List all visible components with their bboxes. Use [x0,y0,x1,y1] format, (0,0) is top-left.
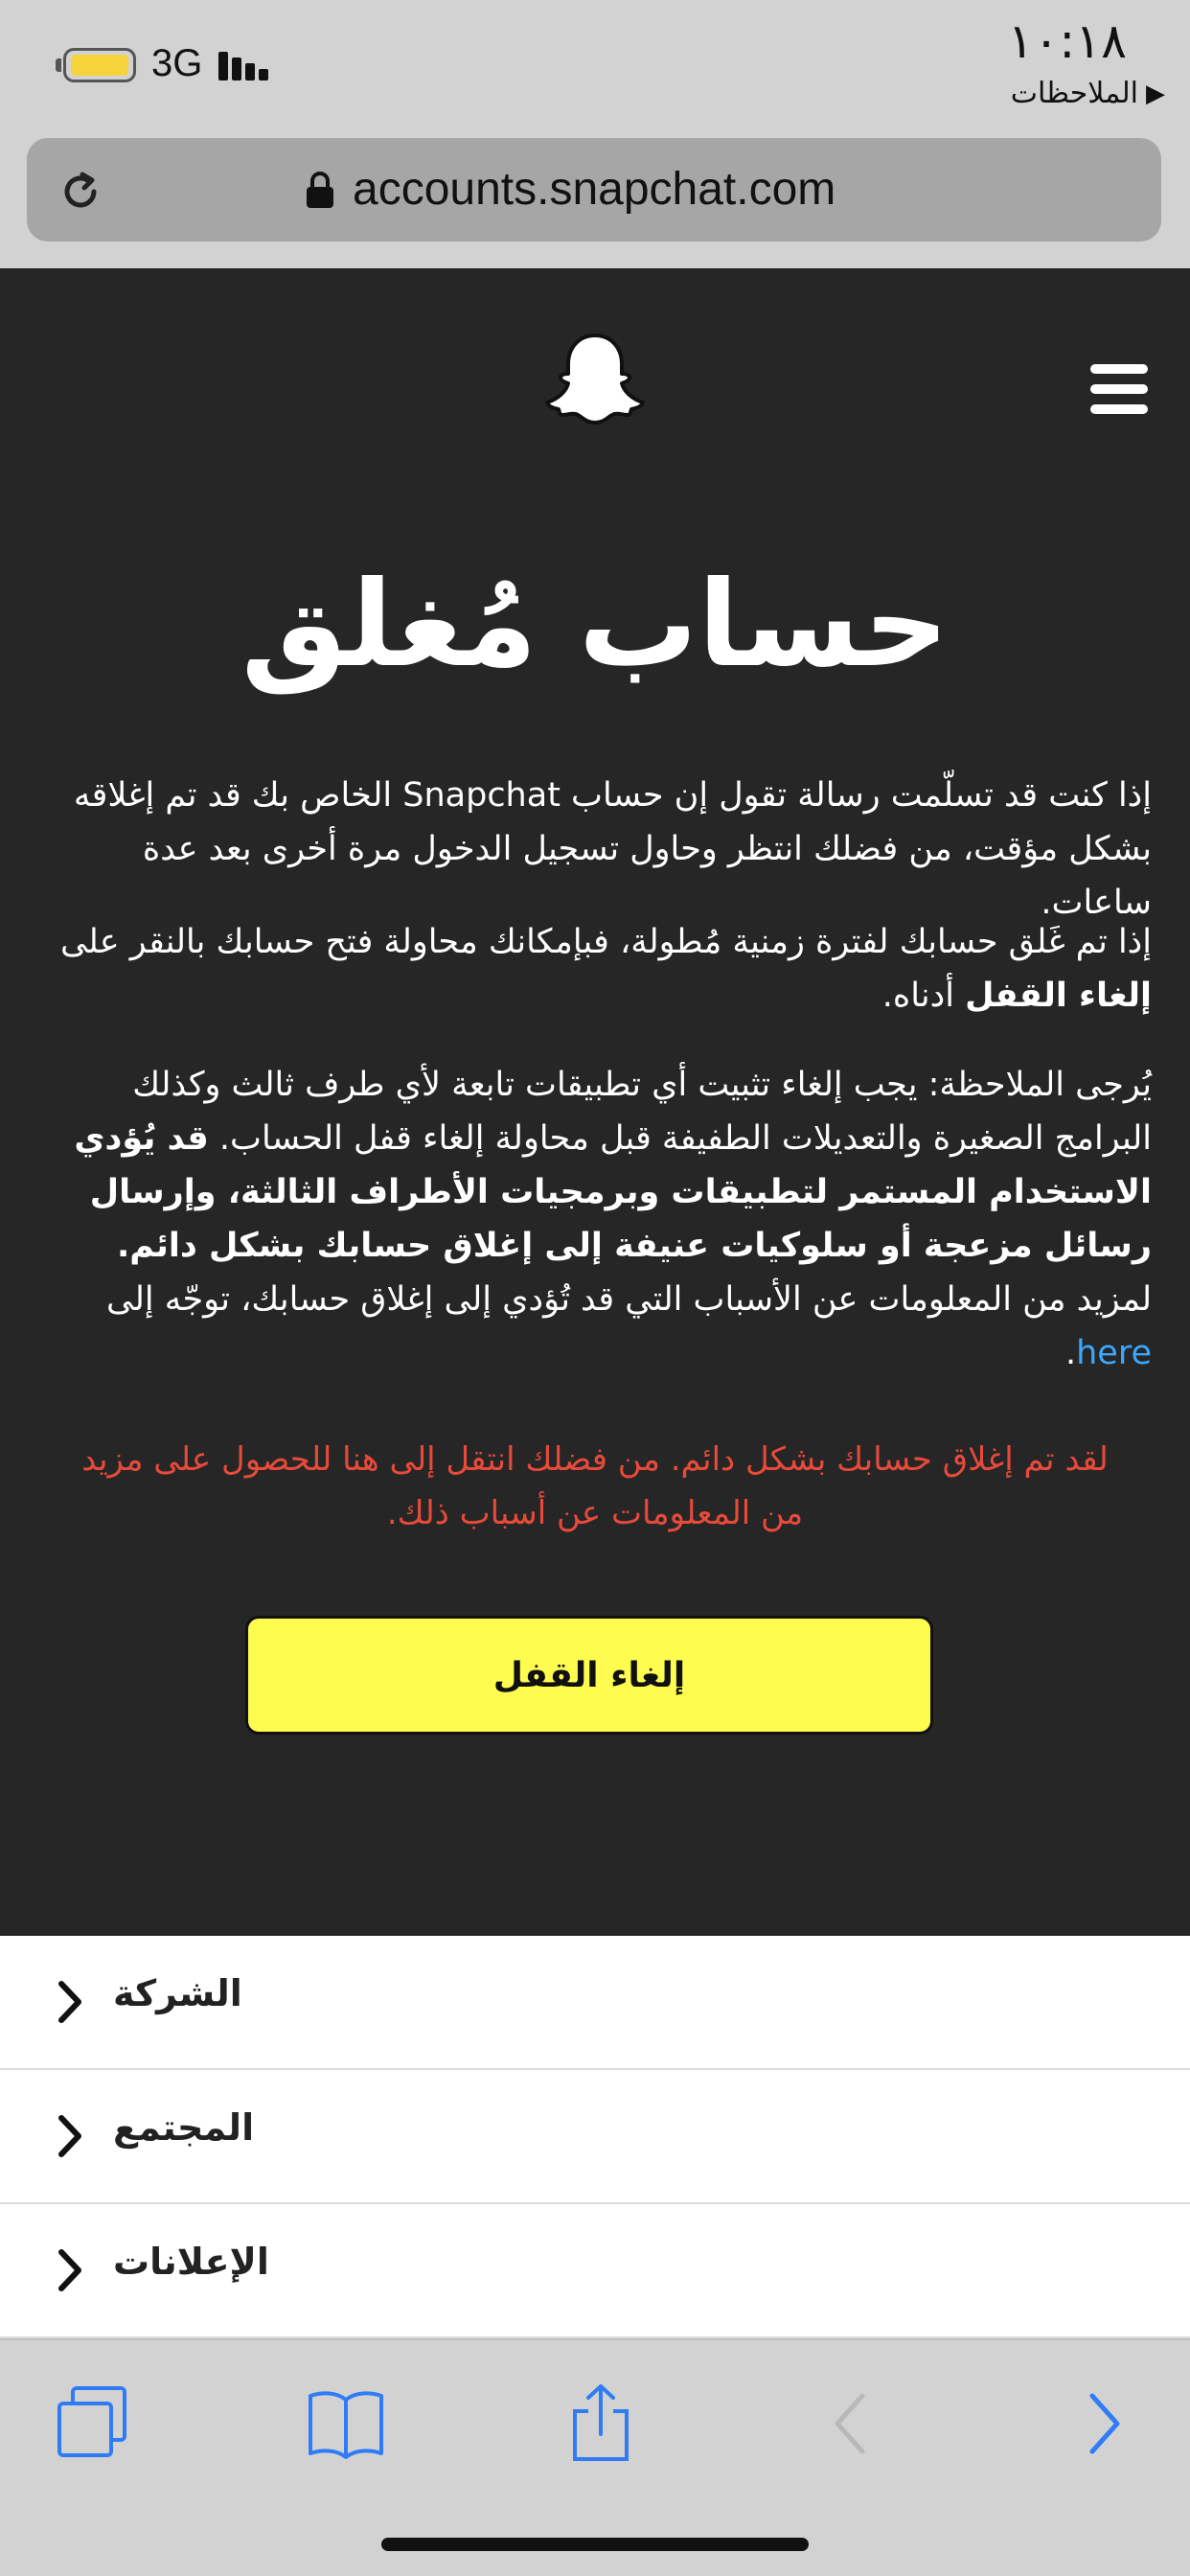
reload-icon[interactable] [56,167,105,217]
footer-item-label: الشركة [113,1972,242,2014]
p3-text: يُرجى الملاحظة: يجب إلغاء تثبيت أي تطبيقات تابعة لأي طرف ثالث وكذلك البرامج الصغيرة والتعديلات الطفيفة قبل محاولة إلغاء قفل الحساب. [132,1066,1152,1158]
signal-icon [218,48,276,80]
footer-item-community[interactable] [0,2070,1190,2204]
battery-nub [56,58,61,72]
forward-icon[interactable] [1064,2382,1146,2465]
network-type: 3G [151,42,203,84]
page-content [0,268,1190,1936]
clock: ١٠:١٨ [1007,13,1127,69]
back-app-label: الملاحظات [1010,77,1138,110]
unlock-button[interactable]: إلغاء القفل [245,1616,933,1735]
footer-item-company[interactable] [0,1936,1190,2070]
chevron-right-icon [52,2112,90,2160]
tabs-icon[interactable] [52,2382,134,2465]
address-bar[interactable] [27,138,1161,242]
play-arrow-icon: ▶ [1146,79,1165,108]
url-text-wrap [305,163,835,216]
p2-text: إذا تم غَلق حسابك لفترة زمنية مُطولة، فبإمكانك محاولة فتح حسابك بالنقر على [59,923,1152,961]
footer-list [0,1936,1190,2338]
p3-post: لمزيد من المعلومات عن الأسباب التي قد تُؤدي إلى إغلاق حسابك، توجّه إلى [106,1280,1152,1319]
browser-chrome [0,134,1190,268]
p2-post: أدناه. [881,977,966,1015]
chevron-right-icon [52,1978,90,2026]
footer-item-advertising[interactable] [0,2204,1190,2338]
p3-end: . [1064,1334,1077,1372]
lock-icon [305,172,335,208]
chevron-right-icon [52,2246,90,2294]
here-link[interactable]: here [1076,1334,1152,1372]
page-title: حساب مُغلق [240,556,950,694]
share-icon[interactable] [560,2382,642,2465]
back-icon[interactable] [812,2382,895,2465]
url-text: accounts.snapchat.com [353,164,836,215]
home-indicator[interactable] [381,2538,809,2551]
hamburger-menu-icon[interactable] [1090,364,1148,414]
p2-bold: إلغاء القفل [965,977,1152,1015]
footer-item-label: المجتمع [113,2106,255,2149]
footer-item-label: الإعلانات [113,2241,269,2283]
back-to-app[interactable] [1011,77,1165,110]
bookmarks-icon[interactable] [305,2382,387,2465]
p3-bold: قد يُؤدي الاستخدام المستمر لتطبيقات وبرمجيات الأطراف الثالثة، وإرسال رسائل مزعجة أو سلوكيات عنيفة إلى إغلاق حسابك بشكل دائم. [74,1119,1152,1265]
battery-icon [63,48,136,82]
snapchat-ghost-icon[interactable] [542,328,648,433]
paragraph-extended-lock [38,915,1152,1023]
status-bar [0,0,1190,134]
paragraph-note [38,1058,1152,1380]
permanent-lock-warning: لقد تم إغلاق حسابك بشكل دائم. من فضلك انتقل إلى هنا للحصول على مزيد من المعلومات عن أسباب ذلك. [81,1440,1109,1532]
paragraph-temporary-lock: إذا كنت قد تسلّمت رسالة تقول إن حساب Snapchat الخاص بك قد تم إغلاقه بشكل مؤقت، من فضلك انتظر وحاول تسجيل الدخول مرة أخرى بعد عدة ساعات. [73,776,1152,922]
